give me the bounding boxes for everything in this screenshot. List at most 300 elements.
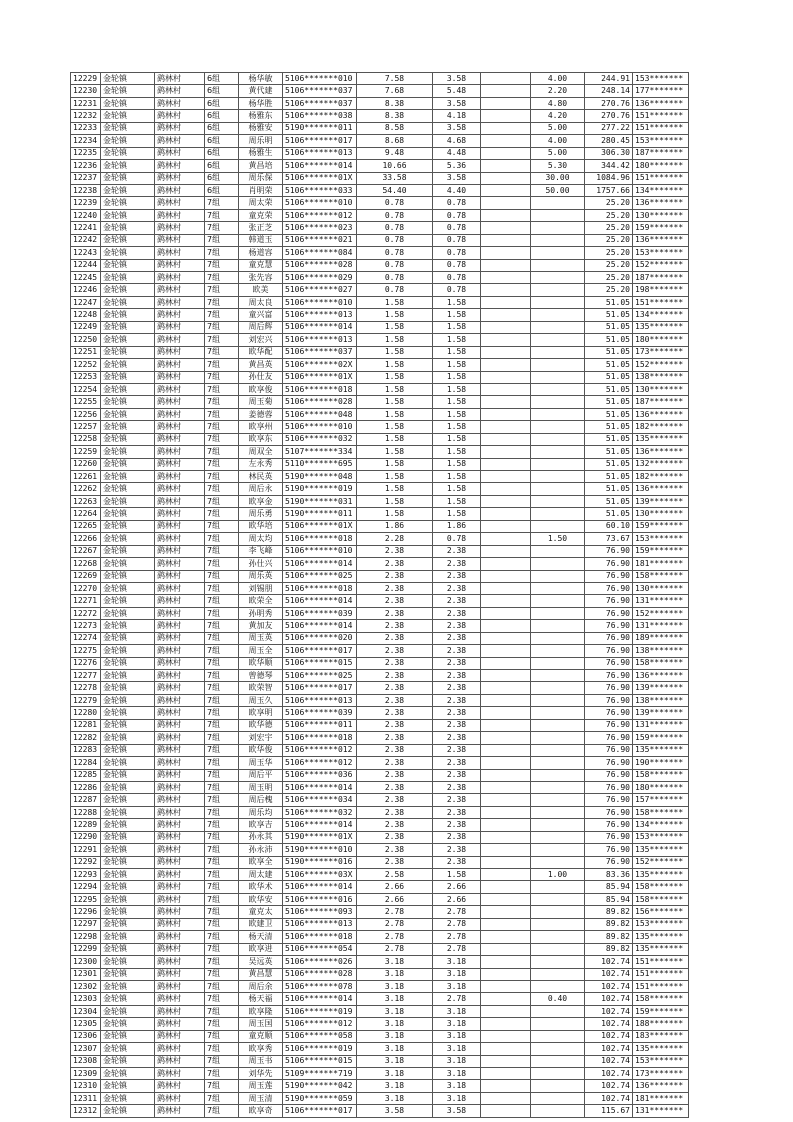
blank-cell <box>481 595 531 607</box>
total-area-cell: 1.58 <box>357 334 433 346</box>
group-cell: 7组 <box>205 956 239 968</box>
area-b-cell <box>531 471 585 483</box>
village-cell: 鹞林村 <box>155 272 205 284</box>
blank-cell <box>481 906 531 918</box>
blank-cell <box>481 757 531 769</box>
id-number-cell: 5106*******084 <box>283 247 357 259</box>
blank-cell <box>481 570 531 582</box>
area-a-cell: 2.38 <box>433 645 481 657</box>
village-cell: 鹞林村 <box>155 657 205 669</box>
area-a-cell: 2.38 <box>433 744 481 756</box>
row-number-cell: 12299 <box>71 943 101 955</box>
table-row <box>71 495 689 507</box>
table-row <box>71 184 689 196</box>
phone-cell: 182******* <box>633 471 689 483</box>
village-cell: 鹞林村 <box>155 980 205 992</box>
area-a-cell: 3.18 <box>433 1043 481 1055</box>
phone-cell: 136******* <box>633 1080 689 1092</box>
id-number-cell: 5106*******017 <box>283 645 357 657</box>
village-cell: 鹞林村 <box>155 110 205 122</box>
village-cell: 鹞林村 <box>155 582 205 594</box>
town-cell: 金轮镇 <box>101 184 155 196</box>
amount-cell: 102.74 <box>585 993 633 1005</box>
phone-cell: 156******* <box>633 906 689 918</box>
table-row <box>71 309 689 321</box>
id-number-cell: 5106*******037 <box>283 85 357 97</box>
amount-cell: 25.20 <box>585 259 633 271</box>
total-area-cell: 0.78 <box>357 209 433 221</box>
total-area-cell: 2.28 <box>357 533 433 545</box>
area-b-cell <box>531 1105 585 1117</box>
phone-cell: 151******* <box>633 968 689 980</box>
name-cell: 曾德琴 <box>239 670 283 682</box>
name-cell: 周后槐 <box>239 794 283 806</box>
group-cell: 7组 <box>205 670 239 682</box>
phone-cell: 190******* <box>633 757 689 769</box>
area-a-cell: 1.86 <box>433 520 481 532</box>
town-cell: 金轮镇 <box>101 508 155 520</box>
area-a-cell: 1.58 <box>433 309 481 321</box>
phone-cell: 135******* <box>633 844 689 856</box>
area-b-cell <box>531 732 585 744</box>
row-number-cell: 12277 <box>71 670 101 682</box>
row-number-cell: 12237 <box>71 172 101 184</box>
group-cell: 7组 <box>205 247 239 259</box>
blank-cell <box>481 147 531 159</box>
amount-cell: 60.10 <box>585 520 633 532</box>
town-cell: 金轮镇 <box>101 446 155 458</box>
id-number-cell: 5106*******013 <box>283 309 357 321</box>
town-cell: 金轮镇 <box>101 172 155 184</box>
id-number-cell: 5106*******01X <box>283 371 357 383</box>
row-number-cell: 12265 <box>71 520 101 532</box>
total-area-cell: 2.38 <box>357 707 433 719</box>
town-cell: 金轮镇 <box>101 657 155 669</box>
group-cell: 7组 <box>205 209 239 221</box>
area-a-cell: 1.58 <box>433 421 481 433</box>
area-a-cell: 2.38 <box>433 831 481 843</box>
amount-cell: 76.90 <box>585 819 633 831</box>
total-area-cell: 1.58 <box>357 508 433 520</box>
phone-cell: 136******* <box>633 483 689 495</box>
row-number-cell: 12270 <box>71 582 101 594</box>
blank-cell <box>481 73 531 85</box>
group-cell: 7组 <box>205 794 239 806</box>
name-cell: 欧享俊 <box>239 383 283 395</box>
group-cell: 7组 <box>205 346 239 358</box>
total-area-cell: 1.58 <box>357 446 433 458</box>
area-b-cell <box>531 284 585 296</box>
town-cell: 金轮镇 <box>101 197 155 209</box>
group-cell: 7组 <box>205 1005 239 1017</box>
amount-cell: 51.05 <box>585 334 633 346</box>
town-cell: 金轮镇 <box>101 1105 155 1117</box>
area-a-cell: 0.78 <box>433 284 481 296</box>
row-number-cell: 12276 <box>71 657 101 669</box>
table-row <box>71 284 689 296</box>
town-cell: 金轮镇 <box>101 595 155 607</box>
total-area-cell: 2.38 <box>357 732 433 744</box>
table-row <box>71 1068 689 1080</box>
table-row <box>71 321 689 333</box>
table-row <box>71 247 689 259</box>
amount-cell: 76.90 <box>585 794 633 806</box>
area-b-cell <box>531 968 585 980</box>
amount-cell: 51.05 <box>585 383 633 395</box>
village-cell: 鹞林村 <box>155 408 205 420</box>
amount-cell: 344.42 <box>585 160 633 172</box>
row-number-cell: 12273 <box>71 620 101 632</box>
id-number-cell: 5106*******028 <box>283 259 357 271</box>
town-cell: 金轮镇 <box>101 1043 155 1055</box>
phone-cell: 151******* <box>633 122 689 134</box>
name-cell: 黄代建 <box>239 85 283 97</box>
name-cell: 欧建卫 <box>239 918 283 930</box>
area-a-cell: 4.48 <box>433 147 481 159</box>
area-b-cell <box>531 931 585 943</box>
group-cell: 7组 <box>205 483 239 495</box>
town-cell: 金轮镇 <box>101 433 155 445</box>
id-number-cell: 5106*******058 <box>283 1030 357 1042</box>
group-cell: 6组 <box>205 110 239 122</box>
row-number-cell: 12235 <box>71 147 101 159</box>
id-number-cell: 5106*******03X <box>283 869 357 881</box>
phone-cell: 152******* <box>633 856 689 868</box>
area-b-cell: 1.00 <box>531 869 585 881</box>
name-cell: 欧享进 <box>239 943 283 955</box>
town-cell: 金轮镇 <box>101 259 155 271</box>
town-cell: 金轮镇 <box>101 383 155 395</box>
village-cell: 鹞林村 <box>155 893 205 905</box>
village-cell: 鹞林村 <box>155 1005 205 1017</box>
table-row <box>71 209 689 221</box>
amount-cell: 277.22 <box>585 122 633 134</box>
village-cell: 鹞林村 <box>155 73 205 85</box>
village-cell: 鹞林村 <box>155 533 205 545</box>
town-cell: 金轮镇 <box>101 309 155 321</box>
town-cell: 金轮镇 <box>101 993 155 1005</box>
total-area-cell: 1.58 <box>357 371 433 383</box>
blank-cell <box>481 844 531 856</box>
row-number-cell: 12303 <box>71 993 101 1005</box>
town-cell: 金轮镇 <box>101 1018 155 1030</box>
phone-cell: 173******* <box>633 346 689 358</box>
table-row <box>71 483 689 495</box>
table-row <box>71 446 689 458</box>
total-area-cell: 2.38 <box>357 645 433 657</box>
area-b-cell <box>531 1043 585 1055</box>
row-number-cell: 12248 <box>71 309 101 321</box>
id-number-cell: 5109*******719 <box>283 1068 357 1080</box>
table-row <box>71 396 689 408</box>
id-number-cell: 5106*******028 <box>283 968 357 980</box>
blank-cell <box>481 483 531 495</box>
blank-cell <box>481 707 531 719</box>
table-body <box>71 73 689 1118</box>
village-cell: 鹞林村 <box>155 1080 205 1092</box>
area-b-cell: 4.00 <box>531 73 585 85</box>
amount-cell: 51.05 <box>585 359 633 371</box>
blank-cell <box>481 1080 531 1092</box>
group-cell: 7组 <box>205 831 239 843</box>
group-cell: 7组 <box>205 819 239 831</box>
area-a-cell: 2.38 <box>433 595 481 607</box>
phone-cell: 159******* <box>633 222 689 234</box>
total-area-cell: 2.38 <box>357 657 433 669</box>
total-area-cell: 2.78 <box>357 931 433 943</box>
row-number-cell: 12306 <box>71 1030 101 1042</box>
table-row <box>71 1043 689 1055</box>
group-cell: 7组 <box>205 321 239 333</box>
town-cell: 金轮镇 <box>101 558 155 570</box>
village-cell: 鹞林村 <box>155 881 205 893</box>
blank-cell <box>481 582 531 594</box>
table-row <box>71 893 689 905</box>
area-b-cell: 4.80 <box>531 97 585 109</box>
amount-cell: 1757.66 <box>585 184 633 196</box>
blank-cell <box>481 234 531 246</box>
amount-cell: 76.90 <box>585 719 633 731</box>
total-area-cell: 2.38 <box>357 744 433 756</box>
name-cell: 周太荣 <box>239 197 283 209</box>
name-cell: 杨华敏 <box>239 73 283 85</box>
row-number-cell: 12241 <box>71 222 101 234</box>
table-row <box>71 993 689 1005</box>
area-b-cell <box>531 956 585 968</box>
total-area-cell: 3.18 <box>357 1005 433 1017</box>
town-cell: 金轮镇 <box>101 670 155 682</box>
blank-cell <box>481 856 531 868</box>
phone-cell: 139******* <box>633 682 689 694</box>
phone-cell: 159******* <box>633 732 689 744</box>
id-number-cell: 5106*******078 <box>283 980 357 992</box>
town-cell: 金轮镇 <box>101 881 155 893</box>
amount-cell: 280.45 <box>585 135 633 147</box>
name-cell: 孙仕友 <box>239 371 283 383</box>
area-b-cell <box>531 744 585 756</box>
group-cell: 6组 <box>205 73 239 85</box>
table-row <box>71 956 689 968</box>
town-cell: 金轮镇 <box>101 707 155 719</box>
area-a-cell: 1.58 <box>433 869 481 881</box>
area-b-cell <box>531 881 585 893</box>
phone-cell: 151******* <box>633 110 689 122</box>
town-cell: 金轮镇 <box>101 1005 155 1017</box>
amount-cell: 85.94 <box>585 881 633 893</box>
row-number-cell: 12279 <box>71 694 101 706</box>
row-number-cell: 12264 <box>71 508 101 520</box>
row-number-cell: 12240 <box>71 209 101 221</box>
blank-cell <box>481 1018 531 1030</box>
amount-cell: 73.67 <box>585 533 633 545</box>
id-number-cell: 5106*******037 <box>283 97 357 109</box>
id-number-cell: 5106*******029 <box>283 272 357 284</box>
table-row <box>71 968 689 980</box>
area-a-cell: 1.58 <box>433 433 481 445</box>
amount-cell: 76.90 <box>585 620 633 632</box>
village-cell: 鹞林村 <box>155 284 205 296</box>
group-cell: 7组 <box>205 1043 239 1055</box>
phone-cell: 180******* <box>633 781 689 793</box>
area-b-cell <box>531 1055 585 1067</box>
amount-cell: 51.05 <box>585 396 633 408</box>
village-cell: 鹞林村 <box>155 135 205 147</box>
table-row <box>71 1092 689 1104</box>
id-number-cell: 5106*******028 <box>283 396 357 408</box>
row-number-cell: 12308 <box>71 1055 101 1067</box>
phone-cell: 153******* <box>633 247 689 259</box>
blank-cell <box>481 819 531 831</box>
area-b-cell <box>531 234 585 246</box>
phone-cell: 181******* <box>633 1092 689 1104</box>
area-b-cell <box>531 980 585 992</box>
id-number-cell: 5106*******010 <box>283 545 357 557</box>
id-number-cell: 5106*******025 <box>283 670 357 682</box>
area-a-cell: 3.18 <box>433 1080 481 1092</box>
town-cell: 金轮镇 <box>101 620 155 632</box>
group-cell: 7组 <box>205 980 239 992</box>
total-area-cell: 2.66 <box>357 881 433 893</box>
blank-cell <box>481 1030 531 1042</box>
area-a-cell: 3.58 <box>433 1105 481 1117</box>
town-cell: 金轮镇 <box>101 359 155 371</box>
row-number-cell: 12309 <box>71 1068 101 1080</box>
phone-cell: 157******* <box>633 794 689 806</box>
amount-cell: 51.05 <box>585 508 633 520</box>
table-row <box>71 645 689 657</box>
row-number-cell: 12231 <box>71 97 101 109</box>
blank-cell <box>481 209 531 221</box>
area-b-cell <box>531 595 585 607</box>
group-cell: 7组 <box>205 197 239 209</box>
area-a-cell: 1.58 <box>433 508 481 520</box>
phone-cell: 132******* <box>633 458 689 470</box>
id-number-cell: 5106*******054 <box>283 943 357 955</box>
group-cell: 7组 <box>205 694 239 706</box>
town-cell: 金轮镇 <box>101 1092 155 1104</box>
town-cell: 金轮镇 <box>101 334 155 346</box>
group-cell: 7组 <box>205 744 239 756</box>
name-cell: 孙仕兴 <box>239 558 283 570</box>
row-number-cell: 12298 <box>71 931 101 943</box>
blank-cell <box>481 272 531 284</box>
row-number-cell: 12312 <box>71 1105 101 1117</box>
table-row <box>71 533 689 545</box>
id-number-cell: 5106*******014 <box>283 558 357 570</box>
total-area-cell: 3.18 <box>357 968 433 980</box>
group-cell: 7组 <box>205 1018 239 1030</box>
amount-cell: 76.90 <box>585 570 633 582</box>
name-cell: 周玉久 <box>239 694 283 706</box>
id-number-cell: 5106*******02X <box>283 359 357 371</box>
area-b-cell <box>531 508 585 520</box>
area-a-cell: 2.38 <box>433 670 481 682</box>
row-number-cell: 12293 <box>71 869 101 881</box>
town-cell: 金轮镇 <box>101 980 155 992</box>
total-area-cell: 2.38 <box>357 670 433 682</box>
village-cell: 鹞林村 <box>155 483 205 495</box>
row-number-cell: 12247 <box>71 296 101 308</box>
phone-cell: 173******* <box>633 1068 689 1080</box>
village-cell: 鹞林村 <box>155 334 205 346</box>
total-area-cell: 2.38 <box>357 558 433 570</box>
area-b-cell <box>531 1005 585 1017</box>
amount-cell: 25.20 <box>585 209 633 221</box>
group-cell: 7组 <box>205 893 239 905</box>
phone-cell: 158******* <box>633 993 689 1005</box>
amount-cell: 270.76 <box>585 110 633 122</box>
id-number-cell: 5106*******048 <box>283 408 357 420</box>
village-cell: 鹞林村 <box>155 719 205 731</box>
area-b-cell <box>531 396 585 408</box>
amount-cell: 51.05 <box>585 309 633 321</box>
phone-cell: 181******* <box>633 558 689 570</box>
blank-cell <box>481 160 531 172</box>
group-cell: 7组 <box>205 396 239 408</box>
total-area-cell: 10.66 <box>357 160 433 172</box>
phone-cell: 187******* <box>633 396 689 408</box>
village-cell: 鹞林村 <box>155 620 205 632</box>
name-cell: 张先容 <box>239 272 283 284</box>
row-number-cell: 12272 <box>71 607 101 619</box>
row-number-cell: 12259 <box>71 446 101 458</box>
group-cell: 7组 <box>205 433 239 445</box>
village-cell: 鹞林村 <box>155 172 205 184</box>
name-cell: 韩道玉 <box>239 234 283 246</box>
group-cell: 7组 <box>205 495 239 507</box>
amount-cell: 25.20 <box>585 247 633 259</box>
table-row <box>71 346 689 358</box>
phone-cell: 136******* <box>633 197 689 209</box>
total-area-cell: 2.38 <box>357 757 433 769</box>
village-cell: 鹞林村 <box>155 632 205 644</box>
area-b-cell: 4.00 <box>531 135 585 147</box>
amount-cell: 51.05 <box>585 471 633 483</box>
total-area-cell: 1.58 <box>357 359 433 371</box>
group-cell: 7组 <box>205 582 239 594</box>
table-row <box>71 869 689 881</box>
area-b-cell <box>531 570 585 582</box>
amount-cell: 115.67 <box>585 1105 633 1117</box>
blank-cell <box>481 632 531 644</box>
town-cell: 金轮镇 <box>101 757 155 769</box>
town-cell: 金轮镇 <box>101 408 155 420</box>
area-b-cell <box>531 346 585 358</box>
total-area-cell: 8.38 <box>357 110 433 122</box>
area-b-cell <box>531 483 585 495</box>
area-b-cell: 0.40 <box>531 993 585 1005</box>
table-row <box>71 719 689 731</box>
phone-cell: 152******* <box>633 607 689 619</box>
row-number-cell: 12232 <box>71 110 101 122</box>
total-area-cell: 2.66 <box>357 893 433 905</box>
village-cell: 鹞林村 <box>155 471 205 483</box>
amount-cell: 244.91 <box>585 73 633 85</box>
row-number-cell: 12281 <box>71 719 101 731</box>
total-area-cell: 2.78 <box>357 943 433 955</box>
amount-cell: 51.05 <box>585 321 633 333</box>
row-number-cell: 12291 <box>71 844 101 856</box>
table-row <box>71 508 689 520</box>
blank-cell <box>481 781 531 793</box>
area-a-cell: 3.18 <box>433 1005 481 1017</box>
table-row <box>71 806 689 818</box>
amount-cell: 51.05 <box>585 346 633 358</box>
town-cell: 金轮镇 <box>101 545 155 557</box>
amount-cell: 76.90 <box>585 744 633 756</box>
table-row <box>71 520 689 532</box>
row-number-cell: 12249 <box>71 321 101 333</box>
